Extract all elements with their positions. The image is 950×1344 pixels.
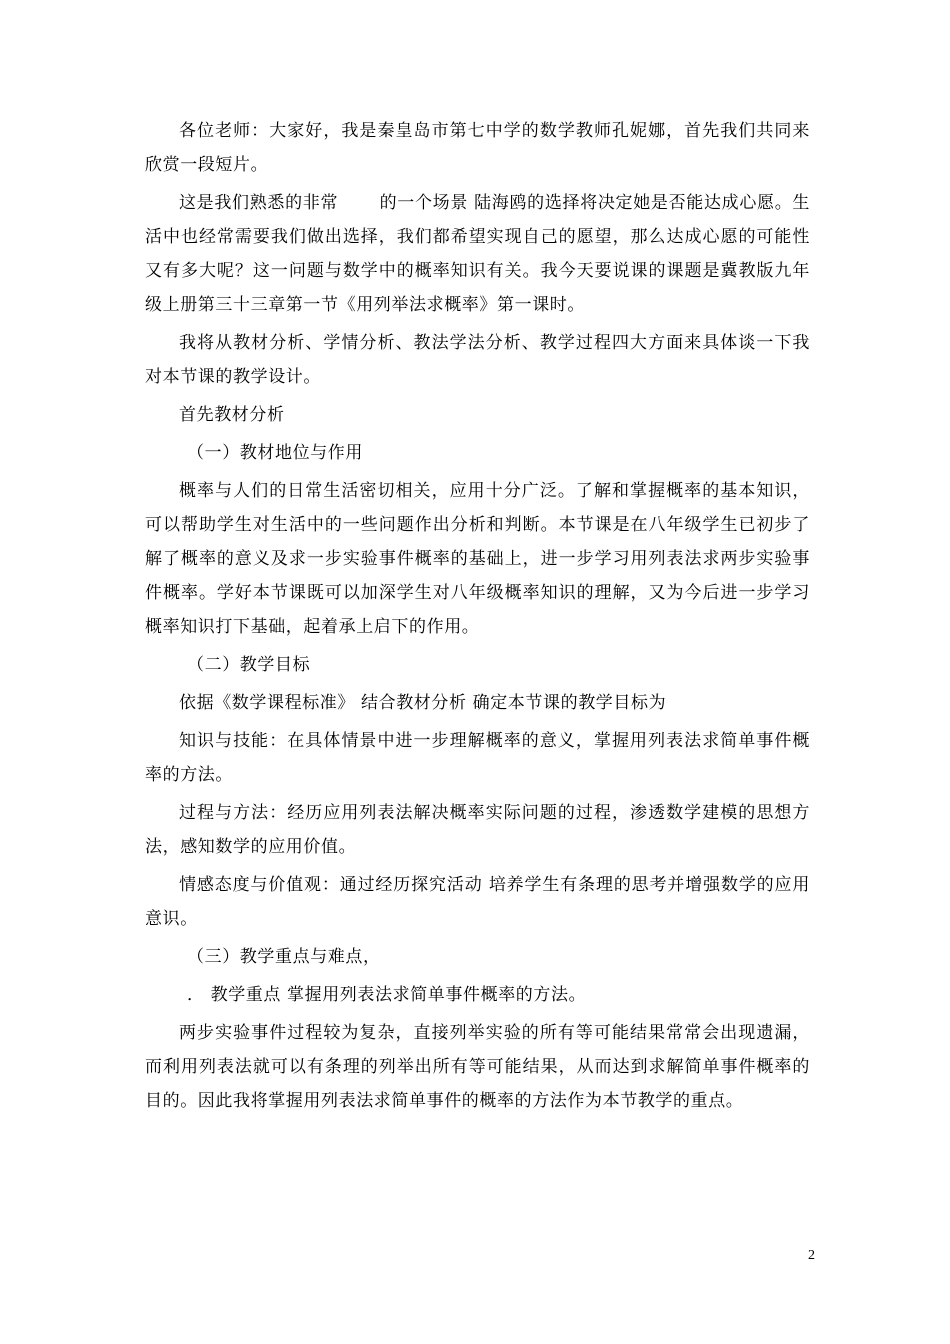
paragraph-textbook-role: 概率与人们的日常生活密切相关，应用十分广泛。了解和掌握概率的基本知识，可以帮助学生对生活中的一些问题作出分析和判断。本节课是在八年级学生已初步了解了概率的意义及求一步实验事件概率的基础上，进一步学习用列表法求两步实验事件概率。学好本节课既可以加深学生对八年级概率知识的理解，又为今后进一步学习概率知识打下基础，起着承上启下的作用。	[145, 481, 810, 637]
subheading-teaching-goals: （二）教学目标	[187, 655, 311, 675]
subheading-textbook-role: （一）教材地位与作用	[187, 443, 363, 463]
subheading-key-points: （三）教学重点与难点，	[187, 947, 381, 967]
section-heading-textbook-analysis: 首先教材分析	[179, 405, 285, 425]
paragraph-goal-knowledge: 知识与技能：在具体情景中进一步理解概率的意义，掌握用列表法求简单事件概率的方法。	[145, 731, 810, 785]
paragraph-greeting: 各位老师：大家好，我是秦皇岛市第七中学的数学教师孔妮娜，首先我们共同来欣赏一段短片。	[145, 121, 810, 175]
page-number: 2	[808, 1248, 815, 1263]
paragraph-goal-attitude: 情感态度与价值观：通过经历探究活动 培养学生有条理的思考并增强数学的应用意识。	[145, 875, 810, 929]
paragraph-intro: 这是我们熟悉的非常 的一个场景 陆海鸥的选择将决定她是否能达成心愿。生活中也经常需要我们做出选择，我们都希望实现自己的愿望，那么达成心愿的可能性又有多大呢？这一问题与数学中的概率知识有关。我今天要说课的课题是冀教版九年级上册第三十三章第一节《用列举法求概率》第一课时。	[145, 193, 810, 315]
paragraph-goal-process: 过程与方法：经历应用列表法解决概率实际问题的过程，渗透数学建模的思想方法，感知数学的应用价值。	[145, 803, 810, 857]
paragraph-key-point-reason: 两步实验事件过程较为复杂，直接列举实验的所有等可能结果常常会出现遗漏，而利用列表法就可以有条理的列举出所有等可能结果，从而达到求解简单事件概率的目的。因此我将掌握用列表法求简单事件的概率的方法作为本节教学的重点。	[145, 1023, 810, 1111]
paragraph-goals-basis: 依据《数学课程标准》 结合教材分析 确定本节课的教学目标为	[179, 693, 667, 713]
paragraph-key-point: ． 教学重点 掌握用列表法求简单事件概率的方法。	[187, 985, 587, 1005]
paragraph-outline: 我将从教材分析、学情分析、教法学法分析、教学过程四大方面来具体谈一下我对本节课的教学设计。	[145, 333, 810, 387]
document-body	[145, 114, 810, 1122]
